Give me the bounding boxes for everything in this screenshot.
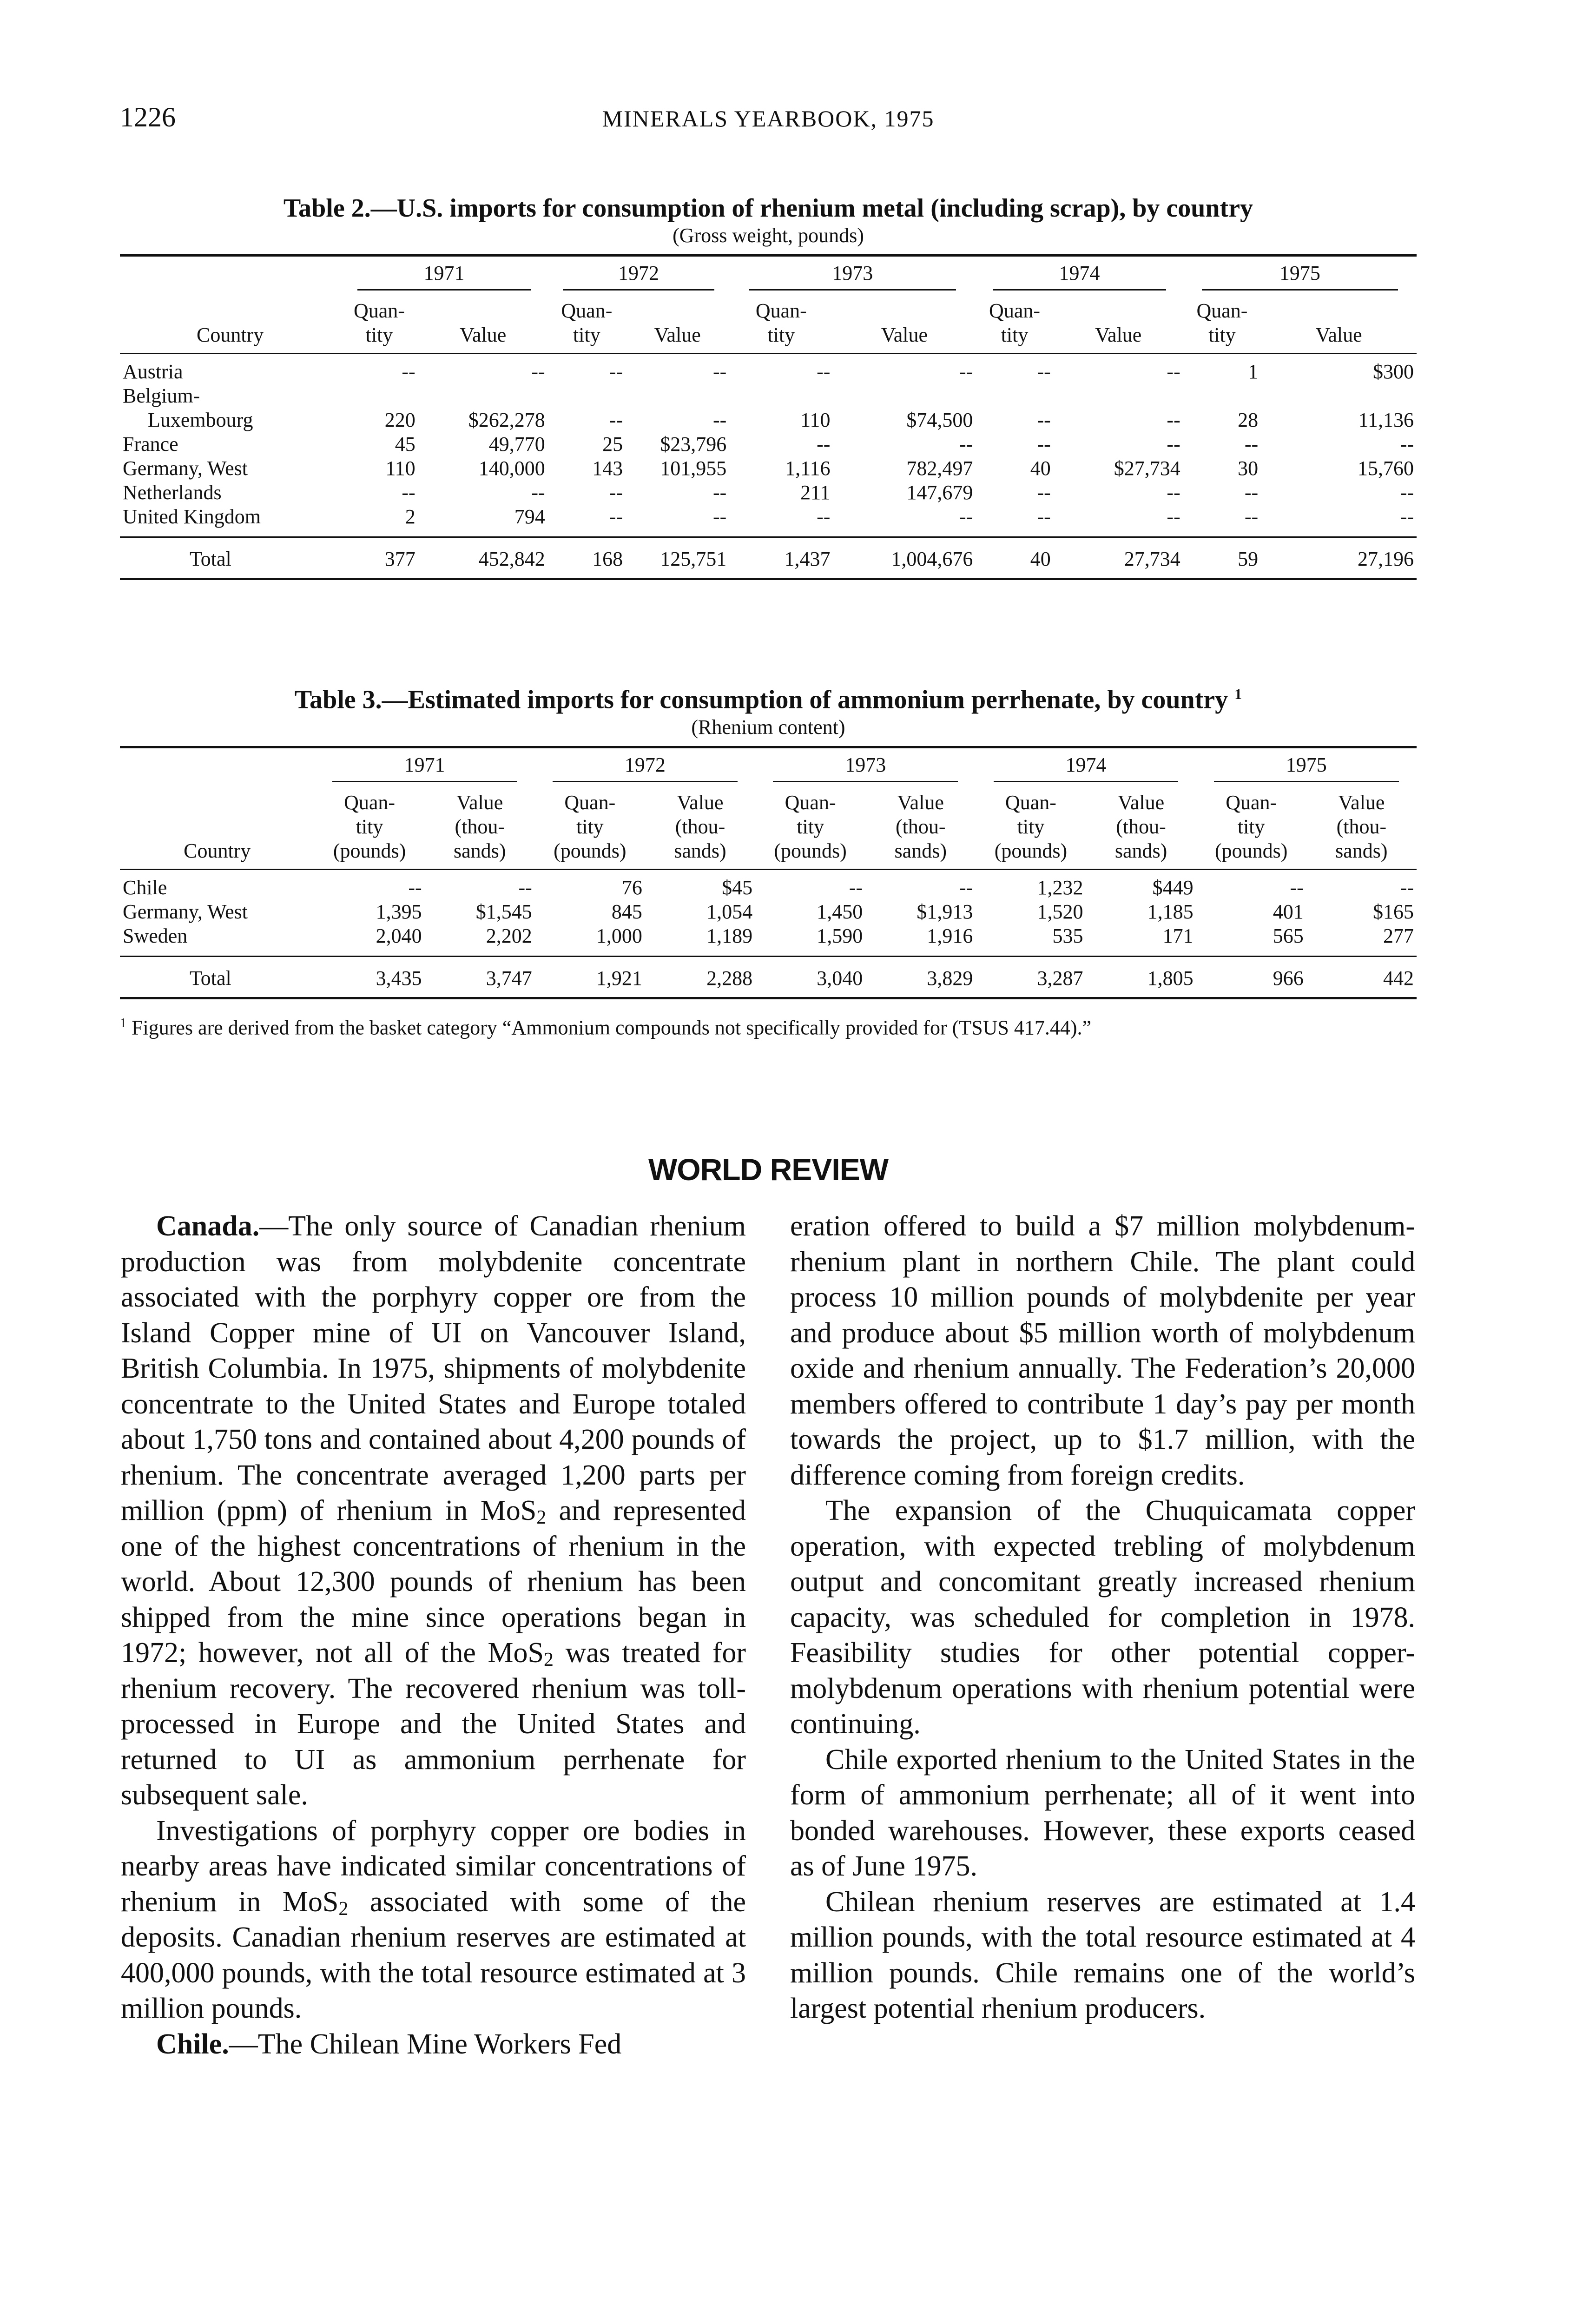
value-cell: -- (1244, 433, 1259, 456)
table-3-subtitle: (Rhenium content) (691, 715, 845, 739)
total-cell: 3,287 (976, 956, 1086, 998)
value-header: Value (1054, 290, 1183, 354)
value-cell: -- (849, 876, 863, 899)
value-cell: 565 (1196, 924, 1306, 957)
country-cell: Chile (123, 876, 167, 899)
country-cell: Belgium- (123, 384, 200, 407)
paragraph: eration offered to build a $7 million molybdenum-rhenium plant in northern Chile. The plant could process 10 million pounds of molybdenite per year and produce about $5 million worth of molybdenum oxide and rhenium annually. The Federation’s 20,000 members offered to contribute 1 day’s pay per month towards the project, up to $1.7 million, with the difference coming from foreign credits. (790, 1210, 1415, 1491)
quantity-header: Quan- tity (pounds) (1196, 782, 1306, 870)
table-row (120, 408, 1417, 432)
value-cell: -- (609, 360, 623, 383)
value-cell: $165 (1373, 900, 1414, 923)
value-cell: -- (712, 409, 727, 431)
value-cell: 1,189 (645, 924, 755, 957)
value-header: Value (833, 290, 976, 354)
value-cell: $1,545 (475, 900, 532, 923)
value-cell: 25 (602, 433, 623, 456)
value-cell: -- (531, 481, 545, 504)
value-cell: 1,590 (755, 924, 865, 957)
value-cell (729, 384, 833, 408)
value-cell (833, 384, 976, 408)
text-column-left (121, 1208, 746, 2062)
value-cell (1054, 384, 1183, 408)
value-cell: -- (548, 505, 626, 537)
value-cell: -- (712, 481, 727, 504)
footnote-mark: 1 (1234, 686, 1242, 702)
value-cell: -- (1290, 876, 1304, 899)
paragraph: Chile.—The Chilean Mine Workers Fed (156, 2028, 622, 2060)
value-cell: 11,136 (1358, 409, 1414, 431)
value-cell: $300 (1373, 360, 1414, 383)
value-cell (548, 384, 626, 408)
value-header: Value (thou- sands) (425, 782, 535, 870)
table-2 (120, 193, 1417, 580)
paragraph: Canada.—The only source of Canadian rhenium production was from molybdenite concentrate associated with the porphyry copper ore from the Island Copper mine of UI on Vancouver Island, British Columbia. In 1975, shipments of molybdenite concentrate to the United States and Europe totaled about 1,750 tons and contained about 4,200 pounds of rhenium. The concentrate averaged 1,200 parts per million (ppm) of rhenium in MoS$_2$ and represented one of the highest concentrations of rhenium in the world. About 12,300 pounds of rhenium has been shipped from the mine since operations began in 1972; however, not all of the MoS$_2$ was treated for rhenium recovery. The recovered rhenium was toll-processed in Europe and the United States and returned to UI as ammonium perrhenate for subsequent sale. (121, 1210, 746, 1811)
value-cell: 220 (384, 409, 415, 431)
paragraph: The expansion of the Chuquicamata copper operation, with expected trebling of molybdenum output and concomitant greatly increased rhenium capacity, was scheduled for completion in 1978. Feasibility studies for other potential copper-molybdenum operations with rhenium potential were continuing. (790, 1495, 1415, 1740)
value-cell: 1,185 (1147, 900, 1194, 923)
value-cell: 401 (1273, 900, 1304, 923)
value-cell (418, 384, 548, 408)
total-cell: 3,435 (315, 956, 425, 998)
value-cell: 76 (621, 876, 642, 899)
value-cell: 1,000 (535, 924, 645, 957)
quantity-header: Quan- tity (pounds) (976, 782, 1086, 870)
table-3-year-header: 1971 (315, 747, 535, 782)
value-header: Value (418, 290, 548, 354)
value-header: Value (626, 290, 729, 354)
value-cell: 535 (976, 924, 1086, 957)
value-cell: -- (729, 505, 833, 537)
table-3-year-header: 1974 (976, 747, 1196, 782)
value-cell: 140,000 (478, 457, 545, 480)
total-cell: 3,829 (865, 956, 976, 998)
total-cell: 168 (548, 537, 626, 579)
value-cell: $74,500 (906, 409, 973, 431)
table-2-grid (120, 254, 1417, 580)
table-2-year-header: 1974 (976, 256, 1183, 291)
total-label: Total (120, 537, 340, 579)
country-run-in-chile: Chile. (156, 2028, 229, 2060)
country-cell: United Kingdom (120, 505, 340, 537)
value-cell: 1,520 (1037, 900, 1083, 923)
total-cell: 1,921 (535, 956, 645, 998)
page-header (120, 101, 1417, 139)
total-cell: 27,196 (1261, 537, 1417, 579)
value-header: Value (thou- sands) (1306, 782, 1417, 870)
table-row (120, 432, 1417, 456)
total-cell: 2,288 (645, 956, 755, 998)
quantity-header: Quan- tity (pounds) (755, 782, 865, 870)
table-3-corner (120, 747, 315, 782)
value-cell: -- (1054, 505, 1183, 537)
country-cell: Austria (123, 360, 183, 383)
table-2-caption: Table 2.—U.S. imports for consumption of rhenium metal (including scrap), by country (283, 194, 1253, 223)
value-cell: 110 (800, 409, 831, 431)
value-cell: 845 (611, 900, 642, 923)
text-column-right (790, 1208, 1415, 2027)
table-row (120, 354, 1417, 384)
value-cell: -- (833, 505, 976, 537)
country-cell: France (123, 433, 178, 456)
table-row (120, 900, 1417, 924)
total-cell: 3,040 (755, 956, 865, 998)
country-cell: Germany, West (123, 457, 248, 480)
total-cell: 1,805 (1086, 956, 1196, 998)
value-cell: 2,040 (315, 924, 425, 957)
table-row (120, 505, 1417, 537)
value-cell: 1,916 (865, 924, 976, 957)
value-cell: -- (1037, 433, 1051, 456)
total-cell: 377 (340, 537, 418, 579)
paragraph: Chilean rhenium reserves are estimated at 1.4 million pounds, with the total resource estimated at 4 million pounds. Chile remains one of the world’s largest potential rhenium producers. (790, 1886, 1415, 2024)
value-header: Value (thou- sands) (865, 782, 976, 870)
value-cell: -- (408, 876, 422, 899)
paragraph: Investigations of porphyry copper ore bodies in nearby areas have indicated similar concentrations of rhenium in MoS$_2$ associated with some of the deposits. Canadian rhenium reserves are estimated at 400,000 pounds, with the total resource estimated at 3 million pounds. (121, 1815, 746, 2024)
value-cell: -- (976, 505, 1053, 537)
table-2-year-header: 1971 (340, 256, 547, 291)
quantity-header: Quan- tity (729, 290, 833, 354)
total-cell: 1,437 (729, 537, 833, 579)
table-3-grid (120, 746, 1417, 999)
country-run-in-canada: Canada. (156, 1210, 260, 1242)
table-2-year-header: 1972 (548, 256, 730, 291)
total-cell: 125,751 (626, 537, 729, 579)
value-cell: $262,278 (468, 409, 545, 431)
value-cell: -- (1261, 505, 1417, 537)
value-cell: -- (1244, 481, 1259, 504)
value-cell: -- (1037, 409, 1051, 431)
value-cell: -- (1037, 360, 1051, 383)
table-row (120, 924, 1417, 957)
value-cell: 30 (1238, 457, 1259, 480)
value-cell: 49,770 (488, 433, 545, 456)
value-cell: 782,497 (906, 457, 973, 480)
value-cell (976, 384, 1053, 408)
value-cell: -- (531, 360, 545, 383)
value-cell: -- (959, 360, 973, 383)
country-cell: Sweden (120, 924, 315, 957)
value-cell: -- (402, 360, 415, 383)
value-cell: 1,054 (706, 900, 753, 923)
value-cell: 1,395 (376, 900, 422, 923)
total-row (120, 537, 1417, 579)
value-cell: 147,679 (906, 481, 973, 504)
value-header: Value (thou- sands) (645, 782, 755, 870)
value-cell: 1 (1248, 360, 1259, 383)
table-3-year-header: 1972 (535, 747, 755, 782)
value-cell: -- (817, 360, 831, 383)
page-number: 1226 (120, 102, 176, 132)
table-2-body (120, 354, 1417, 579)
value-cell: -- (1037, 481, 1051, 504)
value-cell (1183, 384, 1261, 408)
value-cell: 2 (340, 505, 418, 537)
total-cell: 3,747 (425, 956, 535, 998)
value-cell: 40 (1030, 457, 1051, 480)
country-cell: Luxembourg (148, 409, 253, 431)
quantity-header: Quan- tity (340, 290, 418, 354)
total-cell: 452,842 (418, 537, 548, 579)
value-header: Value (thou- sands) (1086, 782, 1196, 870)
section-heading: WORLD REVIEW (648, 1152, 888, 1187)
value-cell: -- (518, 876, 532, 899)
value-cell: 1,450 (817, 900, 863, 923)
value-cell: 45 (395, 433, 415, 456)
country-header: Country (120, 290, 340, 354)
quantity-header: Quan- tity (pounds) (315, 782, 425, 870)
value-cell: 28 (1238, 409, 1259, 431)
value-cell: 1,116 (785, 457, 831, 480)
table-row (120, 384, 1417, 408)
value-cell: -- (712, 360, 727, 383)
value-cell: $45 (722, 876, 753, 899)
value-cell: -- (959, 876, 973, 899)
value-cell: 2,202 (425, 924, 535, 957)
total-cell: 1,004,676 (833, 537, 976, 579)
table-3 (120, 679, 1417, 1040)
total-row (120, 956, 1417, 998)
table-3-body (120, 869, 1417, 998)
table-row (120, 869, 1417, 900)
table-3-subheader-row (120, 782, 1417, 870)
value-cell: -- (1167, 360, 1180, 383)
table-3-year-header: 1973 (755, 747, 976, 782)
quantity-header: Quan- tity (pounds) (535, 782, 645, 870)
value-cell: -- (1167, 481, 1180, 504)
value-cell (1261, 384, 1417, 408)
table-2-subtitle: (Gross weight, pounds) (673, 224, 864, 247)
value-cell: -- (626, 505, 729, 537)
value-cell: 101,955 (660, 457, 727, 480)
total-cell: 966 (1196, 956, 1306, 998)
value-cell (340, 384, 418, 408)
table-2-corner (120, 256, 340, 291)
table-row (120, 456, 1417, 481)
value-cell: $27,734 (1114, 457, 1180, 480)
country-cell: Netherlands (123, 481, 222, 504)
value-cell: 110 (385, 457, 415, 480)
value-cell: -- (1183, 505, 1261, 537)
value-cell: 1,232 (1037, 876, 1083, 899)
table-2-year-header: 1973 (729, 256, 976, 291)
value-cell: -- (1167, 409, 1180, 431)
table-3-footnote: $^1$ Figures are derived from the basket category “Ammonium compounds not specifically provided for (TSUS 417.44).” (120, 1016, 1092, 1039)
value-cell: -- (1167, 433, 1180, 456)
value-cell: 211 (800, 481, 831, 504)
value-cell: -- (402, 481, 415, 504)
value-cell: -- (959, 433, 973, 456)
quantity-header: Quan- tity (548, 290, 626, 354)
value-cell: 143 (592, 457, 623, 480)
quantity-header: Quan- tity (976, 290, 1053, 354)
quantity-header: Quan- tity (1183, 290, 1261, 354)
country-cell: Germany, West (123, 900, 248, 923)
total-cell: 27,734 (1054, 537, 1183, 579)
total-cell: 59 (1183, 537, 1261, 579)
table-2-subheader-row (120, 290, 1417, 354)
value-cell (626, 384, 729, 408)
table-2-year-header: 1975 (1183, 256, 1417, 291)
table-row (120, 481, 1417, 505)
value-header: Value (1261, 290, 1417, 354)
total-cell: 40 (976, 537, 1053, 579)
value-cell: $23,796 (660, 433, 727, 456)
total-label: Total (120, 956, 315, 998)
value-cell: 794 (418, 505, 548, 537)
value-cell: 15,760 (1358, 457, 1414, 480)
value-cell: 171 (1086, 924, 1196, 957)
total-cell: 442 (1306, 956, 1417, 998)
value-cell: -- (1400, 876, 1414, 899)
value-cell: -- (609, 409, 623, 431)
running-title: MINERALS YEARBOOK, 1975 (602, 106, 935, 132)
value-cell: -- (609, 481, 623, 504)
value-cell: 277 (1306, 924, 1417, 957)
value-cell: $1,913 (917, 900, 973, 923)
table-3-year-header: 1975 (1196, 747, 1417, 782)
country-header: Country (120, 782, 315, 870)
value-cell: -- (1400, 433, 1414, 456)
value-cell: -- (817, 433, 831, 456)
value-cell: -- (1400, 481, 1414, 504)
table-3-caption: Table 3.—Estimated imports for consumption of ammonium perrhenate, by country $^1$ (294, 685, 1242, 714)
paragraph: Chile exported rhenium to the United States in the form of ammonium perrhenate; all of it went into bonded warehouses. However, these exports ceased as of June 1975. (790, 1743, 1415, 1882)
value-cell: $449 (1152, 876, 1194, 899)
